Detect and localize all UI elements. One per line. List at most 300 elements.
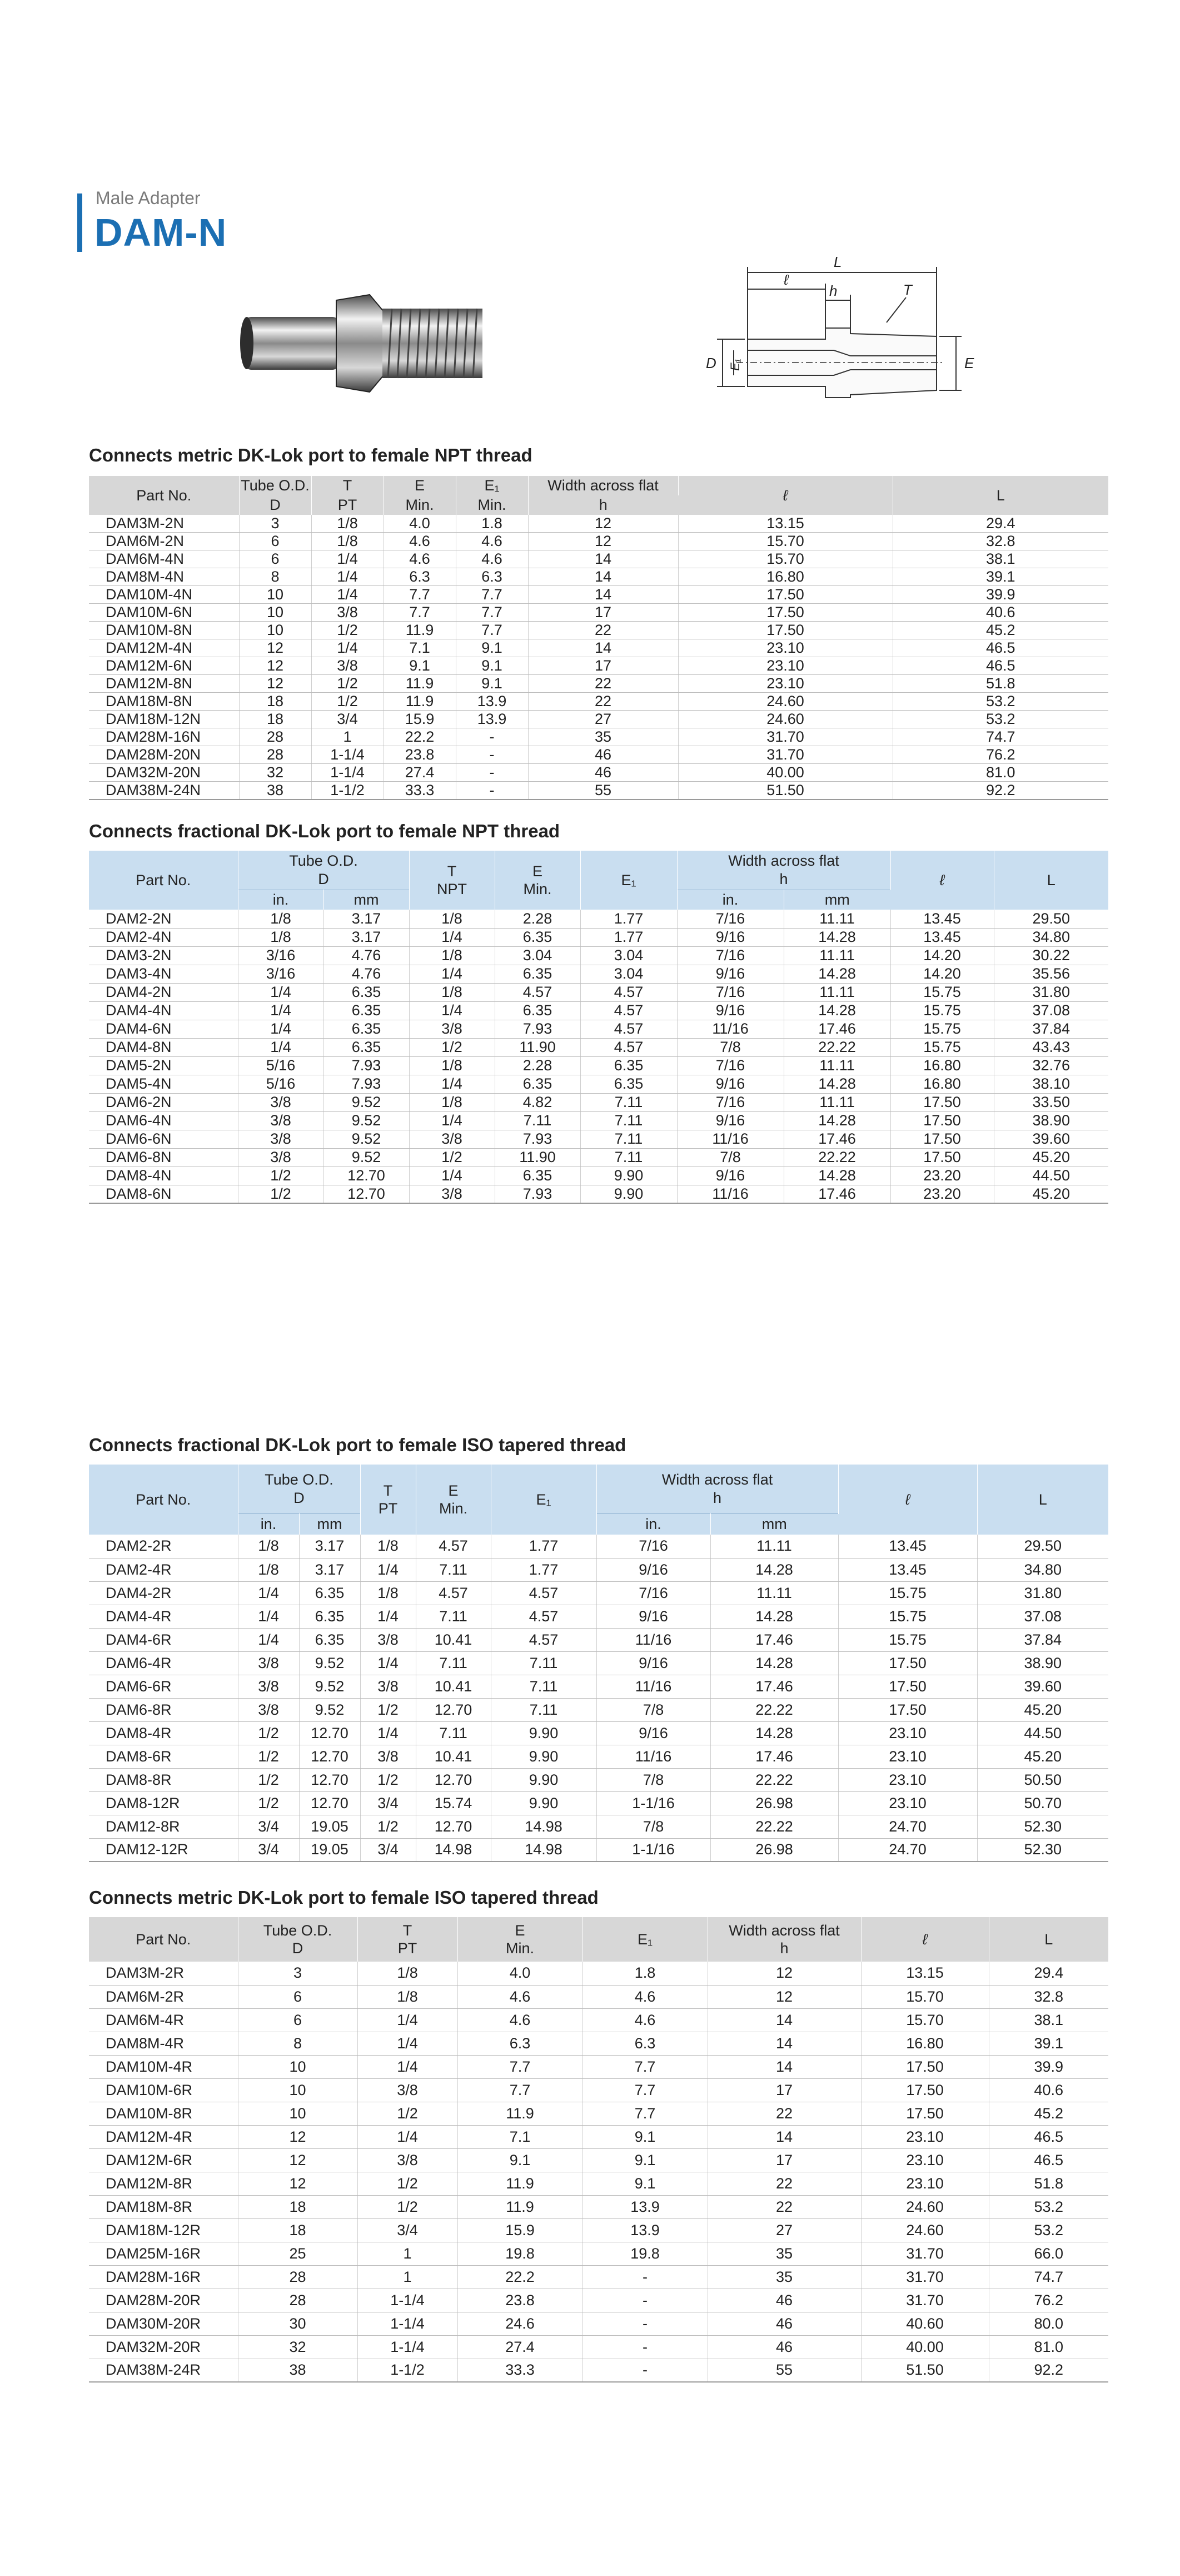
table-cell: 3/8 [409,1185,495,1203]
part-number-cell: DAM6-4R [89,1651,238,1675]
table-cell: 7.93 [495,1185,580,1203]
part-number-cell: DAM32M-20N [89,764,239,782]
table-cell: 33.3 [384,782,456,800]
table-cell: 4.57 [416,1535,491,1558]
table-cell: 18 [238,2218,357,2242]
table-cell: 7.11 [491,1698,596,1721]
table-cell: 12 [239,675,311,693]
table-cell: 7/16 [677,1056,784,1075]
table-cell: 7/16 [677,983,784,1001]
table-row [89,2195,1108,2218]
table-cell: 3/4 [238,1838,299,1862]
table-row [89,782,1108,800]
table-cell: 1/8 [357,1962,457,1985]
table-cell: 9.1 [456,657,528,675]
table-cell: 4.57 [491,1628,596,1651]
table-row [89,1038,1108,1056]
table-cell: 23.20 [890,1167,994,1185]
table-cell: 44.50 [994,1167,1108,1185]
table-cell: 29.50 [977,1535,1108,1558]
product-category: Male Adapter [96,188,201,208]
table-cell: 4.6 [457,2008,582,2032]
table-cell: 1/2 [238,1791,299,1815]
table-cell: 13.9 [582,2218,708,2242]
col-l-total: L [893,476,1108,515]
table-cell: 1/2 [238,1745,299,1768]
part-number-cell: DAM12M-8R [89,2172,238,2195]
table-cell: 13.45 [838,1558,977,1581]
table-cell: 6.35 [323,1001,409,1020]
table-title: Connects metric DK-Lok port to female NPT thread [89,445,532,465]
table-cell: 14.98 [416,1838,491,1862]
table-cell: 12.70 [416,1698,491,1721]
col-tube-in: in. [238,1513,299,1535]
table-cell: 28 [238,2289,357,2312]
table-cell: 14.98 [491,1838,596,1862]
table-cell: 40.6 [989,2078,1108,2102]
table-cell: 38.90 [977,1651,1108,1675]
table-cell: 1-1/4 [357,2312,457,2335]
col-l-total: L [994,851,1108,910]
table-cell: 4.57 [495,983,580,1001]
table-cell: 45.2 [989,2102,1108,2125]
spec-table-metric-iso [89,1917,1108,2383]
table-cell: 1/8 [360,1581,416,1605]
table-row [89,1698,1108,1721]
table-cell: 37.08 [994,1001,1108,1020]
table-cell: 6 [238,1985,357,2008]
table-cell: 1/8 [238,1558,299,1581]
part-number-cell: DAM6M-2R [89,1985,238,2008]
table-cell: 40.6 [893,604,1108,622]
drawing-label-h: h [829,282,838,299]
table-cell: 9/16 [677,1167,784,1185]
table-cell: 4.57 [491,1581,596,1605]
table-cell: 1/4 [409,1111,495,1130]
table-cell: 35 [708,2265,861,2289]
table-cell: 14.28 [710,1721,838,1745]
table-cell: 10 [238,2078,357,2102]
table-cell: 1/4 [238,1020,323,1038]
table-cell: - [582,2359,708,2382]
part-number-cell: DAM12M-6N [89,657,239,675]
col-tube-od [238,1465,360,1513]
table-cell: 24.70 [838,1815,977,1838]
table-cell: 11.11 [710,1581,838,1605]
table-cell: 23.10 [838,1768,977,1791]
table-row [89,639,1108,657]
table-cell: 34.80 [977,1558,1108,1581]
col-t-label: T [402,1922,412,1939]
table-cell: 1/8 [311,533,384,550]
table-cell: 9.1 [582,2148,708,2172]
col-t-label: T [447,862,457,880]
col-e [457,1917,582,1962]
part-number-cell: DAM18M-8R [89,2195,238,2218]
table-cell: 7.7 [582,2102,708,2125]
table-cell: 1/8 [409,1093,495,1111]
table-cell: 9.1 [457,2148,582,2172]
col-t-label: T [383,1482,393,1499]
table-cell: 31.70 [861,2289,989,2312]
table-row [89,1111,1108,1130]
table-cell: 6.3 [582,2032,708,2055]
table-cell: 9/16 [677,1001,784,1020]
col-t-sub: PT [311,495,384,515]
table-cell: 32 [238,2335,357,2359]
col-e-sub: Min. [439,1500,468,1517]
part-number-cell: DAM5-2N [89,1056,238,1075]
table-cell: 3.04 [580,946,677,965]
table-row [89,622,1108,639]
table-cell: 1/4 [238,983,323,1001]
table-cell: 45.20 [994,1148,1108,1167]
table-cell: 7.11 [580,1130,677,1148]
table-cell: 6.35 [495,965,580,983]
table-cell: 27.4 [457,2335,582,2359]
col-e: E [384,476,456,495]
table-cell: 13.45 [838,1535,977,1558]
table-cell: 14.28 [710,1558,838,1581]
table-cell: 14.28 [784,1111,890,1130]
table-cell: 46 [528,764,678,782]
part-number-cell: DAM38M-24N [89,782,239,800]
table-cell: 3/8 [238,1675,299,1698]
table-cell: 38 [239,782,311,800]
table-cell: 7.7 [384,586,456,604]
table-cell: 23.20 [890,1185,994,1203]
table-cell: 23.10 [678,675,893,693]
table-cell: 1/2 [311,675,384,693]
table-cell: 3/8 [238,1148,323,1167]
table-cell: 15.75 [890,983,994,1001]
col-tube-od-sub: D [292,1940,303,1957]
part-number-cell: DAM2-4R [89,1558,238,1581]
table-row [89,2242,1108,2265]
table-cell: 22.22 [710,1815,838,1838]
table-cell: - [582,2265,708,2289]
table-cell: 17.50 [838,1698,977,1721]
table-cell: - [582,2312,708,2335]
table-row [89,946,1108,965]
table-cell: 37.84 [994,1020,1108,1038]
part-number-cell: DAM2-2N [89,910,238,928]
table-cell: 23.10 [838,1721,977,1745]
table-cell: 52.30 [977,1815,1108,1838]
table-cell: 17.50 [890,1093,994,1111]
table-cell: 3.04 [495,946,580,965]
col-part-no: Part No. [89,476,239,515]
table-row [89,2102,1108,2125]
table-row [89,1962,1108,1985]
table-cell: 53.2 [989,2195,1108,2218]
table-cell: 28 [239,728,311,746]
table-cell: 7.93 [495,1020,580,1038]
table-cell: 28 [238,2265,357,2289]
table-cell: 17 [708,2148,861,2172]
table-cell: 17.50 [838,1675,977,1698]
table-cell: 7.11 [580,1111,677,1130]
table-cell: 1/4 [238,1001,323,1020]
col-e [495,851,580,910]
table-cell: 14 [528,639,678,657]
table-cell: 7.93 [323,1056,409,1075]
table-cell: 1/4 [238,1628,299,1651]
table-cell: 7.11 [580,1148,677,1167]
table-cell: 1.8 [456,515,528,533]
table-cell: 46 [708,2312,861,2335]
col-width-across-flat [596,1465,838,1513]
table-cell: - [456,728,528,746]
table-cell: 11.90 [495,1038,580,1056]
table-cell: 2.28 [495,1056,580,1075]
table-cell: 33.50 [994,1093,1108,1111]
drawing-label-E1: E₁ [728,359,742,371]
table-cell: 9.52 [299,1675,360,1698]
table-cell: 6.3 [384,568,456,586]
table-row [89,657,1108,675]
part-number-cell: DAM10M-4N [89,586,239,604]
table-cell: 32.8 [989,1985,1108,2008]
part-number-cell: DAM32M-20R [89,2335,238,2359]
table-title: Connects fractional DK-Lok port to female ISO tapered thread [89,1435,626,1455]
table-cell: 14 [528,586,678,604]
table-cell: 12 [708,1962,861,1985]
part-number-cell: DAM18M-8N [89,693,239,711]
table-row [89,764,1108,782]
table-row [89,1093,1108,1111]
table-cell: 12 [238,2172,357,2195]
part-number-cell: DAM4-6N [89,1020,238,1038]
col-width-across-flat: Width across flat [528,476,678,495]
col-l-total: L [977,1465,1108,1535]
table-row [89,2335,1108,2359]
table-row [89,1768,1108,1791]
col-l-small: ℓ [838,1465,977,1535]
table-cell: 4.6 [582,1985,708,2008]
part-number-cell: DAM6-2N [89,1093,238,1111]
part-number-cell: DAM8-8R [89,1768,238,1791]
table-cell: 1/2 [238,1185,323,1203]
part-number-cell: DAM28M-20N [89,746,239,764]
table-cell: 1-1/4 [357,2289,457,2312]
part-number-cell: DAM6-4N [89,1111,238,1130]
part-number-cell: DAM4-2R [89,1581,238,1605]
table-cell: 17 [528,604,678,622]
col-h-in: in. [596,1513,710,1535]
table-cell: 12.70 [323,1167,409,1185]
table-cell: 11.9 [457,2195,582,2218]
table-cell: 9/16 [677,928,784,946]
table-cell: 6 [238,2008,357,2032]
table-cell: 12 [238,2148,357,2172]
table-cell: 6 [239,550,311,568]
table-cell: 3/8 [311,604,384,622]
table-title: Connects metric DK-Lok port to female ISO tapered thread [89,1887,599,1908]
table-cell: 6.35 [323,983,409,1001]
table-cell: - [456,782,528,800]
table-row [89,1721,1108,1745]
part-number-cell: DAM6-6N [89,1130,238,1148]
table-cell: 1/4 [311,550,384,568]
table-cell: 24.60 [678,693,893,711]
table-cell: 1 [311,728,384,746]
table-cell: 6.35 [495,1167,580,1185]
table-cell: 1/4 [238,1605,299,1628]
col-t-sub: NPT [437,881,467,897]
table-cell: 14.28 [784,965,890,983]
table-cell: 6.35 [323,1020,409,1038]
table-cell: 11.11 [784,910,890,928]
table-cell: 11/16 [596,1675,710,1698]
table-cell: 4.57 [491,1605,596,1628]
table-cell: 13.9 [456,711,528,728]
table-cell: 39.60 [994,1130,1108,1148]
table-cell: 12 [238,2125,357,2148]
dimension-drawing [684,245,1000,428]
table-cell: 1/4 [360,1558,416,1581]
table-cell: 17.46 [710,1628,838,1651]
table-cell: 19.05 [299,1815,360,1838]
table-cell: 12.70 [416,1815,491,1838]
table-row [89,1167,1108,1185]
table-cell: 1/2 [238,1721,299,1745]
table-row [89,2032,1108,2055]
col-t-sub: PT [378,1500,398,1517]
table-cell: 11.9 [384,675,456,693]
table-cell: 7.7 [456,622,528,639]
table-cell: 51.8 [989,2172,1108,2195]
table-cell: 11.11 [710,1535,838,1558]
col-l-small: ℓ [678,476,893,515]
part-number-cell: DAM10M-6R [89,2078,238,2102]
table-cell: 1/4 [311,639,384,657]
table-cell: 46 [708,2335,861,2359]
col-h-symbol: h [713,1489,722,1506]
col-tube-od-symbol: D [293,1489,305,1506]
table-cell: 11.11 [784,1056,890,1075]
table-cell: 32.76 [994,1056,1108,1075]
drawing-label-T: T [903,281,912,298]
table-cell: 22 [528,622,678,639]
table-cell: 15.70 [678,533,893,550]
table-cell: 38.90 [994,1111,1108,1130]
table-cell: 15.9 [457,2218,582,2242]
table-cell: 13.9 [456,693,528,711]
part-number-cell: DAM10M-8N [89,622,239,639]
table-cell: 9/16 [596,1605,710,1628]
table-cell: 17.50 [678,586,893,604]
table-cell: 7/8 [596,1815,710,1838]
table-cell: 17.46 [784,1130,890,1148]
table-cell: 22.22 [784,1038,890,1056]
table-cell: 12 [239,639,311,657]
table-cell: 9/16 [596,1558,710,1581]
table-cell: 4.6 [384,533,456,550]
table-cell: 11/16 [596,1745,710,1768]
table-cell: 1/4 [409,1075,495,1093]
table-cell: 17 [708,2078,861,2102]
part-number-cell: DAM6M-4R [89,2008,238,2032]
table-cell: 4.6 [457,1985,582,2008]
table-cell: 14 [708,2125,861,2148]
table-cell: 3/8 [409,1020,495,1038]
table-cell: 15.70 [861,1985,989,2008]
table-cell: 9.52 [323,1111,409,1130]
table-cell: 14 [528,568,678,586]
table-cell: 7.11 [416,1605,491,1628]
table-cell: 38 [238,2359,357,2382]
table-cell: 7.7 [457,2055,582,2078]
table-row [89,746,1108,764]
col-tube-od: Tube O.D. [239,476,311,495]
col-tube-mm: mm [299,1513,360,1535]
table-cell: 14.20 [890,965,994,983]
table-cell: 31.70 [861,2265,989,2289]
col-tube-od [238,1917,357,1962]
table-cell: 39.1 [989,2032,1108,2055]
table-row [89,928,1108,946]
table-row [89,1075,1108,1093]
table-cell: 45.20 [994,1185,1108,1203]
table-cell: 51.8 [893,675,1108,693]
part-number-cell: DAM8M-4N [89,568,239,586]
table-cell: 3/8 [238,1093,323,1111]
table-cell: 22 [528,675,678,693]
table-cell: 1-1/4 [357,2335,457,2359]
table-cell: 1/4 [311,568,384,586]
table-cell: 12.70 [299,1768,360,1791]
table-row [89,2289,1108,2312]
table-cell: 7.7 [384,604,456,622]
table-cell: 35 [528,728,678,746]
table-cell: 1/4 [311,586,384,604]
table-row [89,1985,1108,2008]
table-cell: 6.35 [495,928,580,946]
table-row [89,1020,1108,1038]
table-cell: 4.6 [384,550,456,568]
table-cell: 23.10 [861,2172,989,2195]
col-h-sub: h [780,1940,789,1957]
table-cell: 80.0 [989,2312,1108,2335]
table-cell: 9.90 [491,1768,596,1791]
table-row [89,1535,1108,1558]
table-cell: 4.82 [495,1093,580,1111]
table-cell: 24.60 [678,711,893,728]
table-cell: 3.17 [299,1558,360,1581]
table-cell: 46 [708,2289,861,2312]
table-cell: 1/8 [238,1535,299,1558]
table-cell: 7.11 [580,1093,677,1111]
table-cell: 15.74 [416,1791,491,1815]
table-cell: 14 [708,2008,861,2032]
table-row [89,1628,1108,1651]
table-cell: 10.41 [416,1675,491,1698]
table-cell: 7.11 [491,1651,596,1675]
col-t: T [311,476,384,495]
table-cell: 7.7 [582,2078,708,2102]
table-cell: 11.11 [784,1093,890,1111]
table-cell: 1 [357,2265,457,2289]
table-cell: 4.57 [580,983,677,1001]
table-cell: 34.80 [994,928,1108,946]
table-cell: 13.15 [678,515,893,533]
table-cell: 1/2 [311,622,384,639]
table-cell: 26.98 [710,1838,838,1862]
part-number-cell: DAM3M-2N [89,515,239,533]
table-row [89,1675,1108,1698]
table-cell: 3.17 [323,928,409,946]
